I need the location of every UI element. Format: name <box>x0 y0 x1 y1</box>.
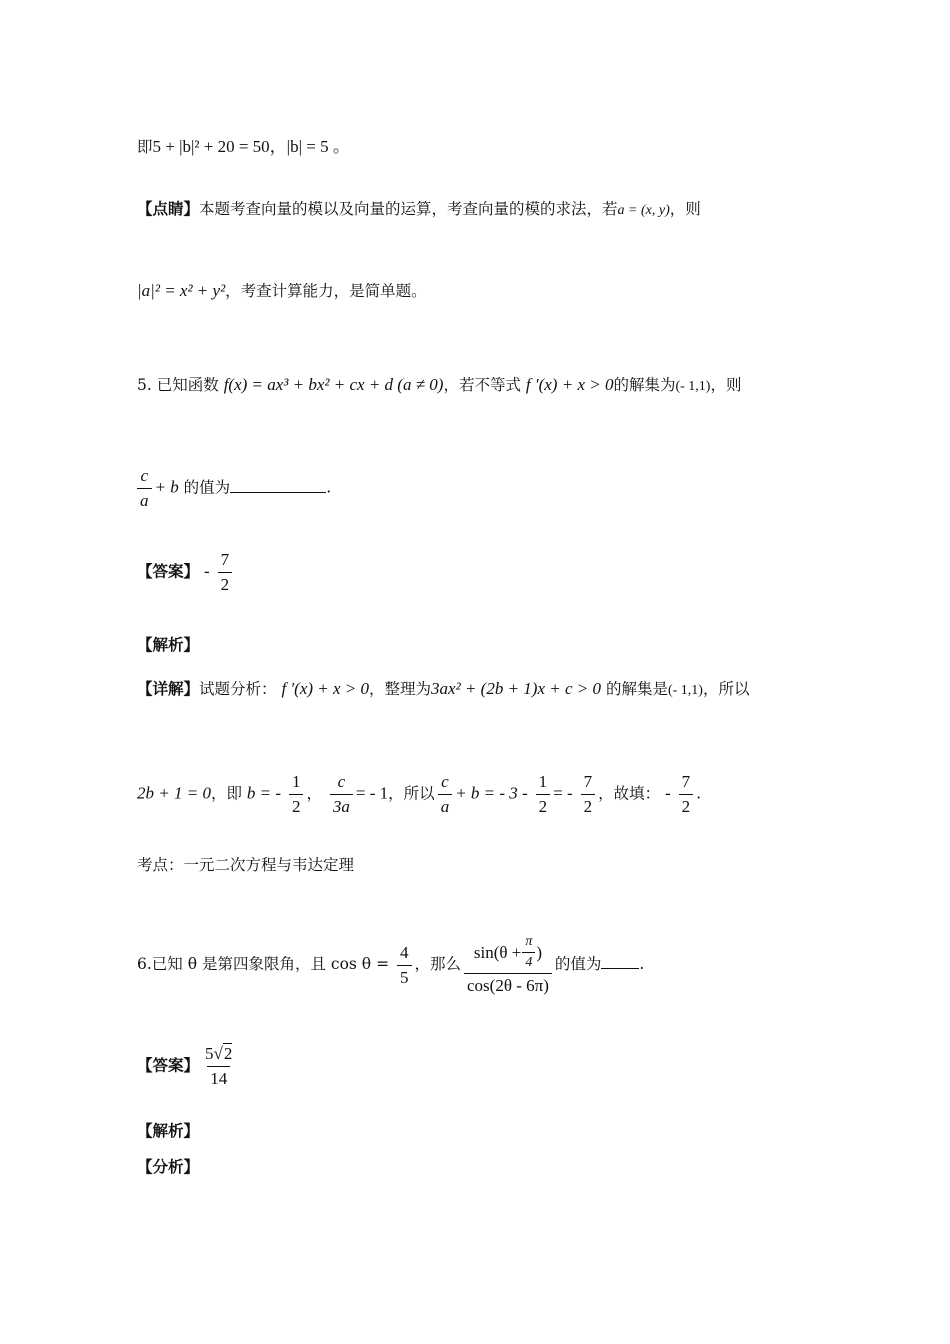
kaodian-5: 考点：一元二次方程与韦达定理 <box>137 856 355 874</box>
l2-text3: ，故填： <box>598 784 661 803</box>
q6-den-cos: cos(2θ - 6π) <box>464 973 552 996</box>
fraction-c-over-3a: $\frac{c}{3a}$ <box>330 772 353 817</box>
xiangjie-5-text1: 试题分析： <box>199 680 277 698</box>
xiangjie-5-quadratic: 3ax² + (2b + 1)x + c > 0 <box>431 679 601 698</box>
xiangjie-5-interval: (- 1,1) <box>667 683 703 698</box>
q5-text5: 的值为 <box>183 478 231 497</box>
line1-prefix: 即 <box>137 138 153 156</box>
q5-text1: 已知函数 <box>156 376 219 394</box>
dianjing-text: 本题考查向量的模以及向量的运算，考查向量的模的求法，若 <box>199 200 618 218</box>
fraction-one-half-2: $\frac{1}{2}$ <box>536 772 551 817</box>
dianjing-modulus-formula: |a|² = x² + y² <box>137 281 226 300</box>
xiangjie-5-line-1 <box>137 678 749 702</box>
q6-num-sin: sin(θ + <box>473 942 522 962</box>
q6-cos-fraction: $\frac{4}{5}$ <box>397 943 412 988</box>
dianjing-label: 【点睛】 <box>137 199 200 218</box>
fraction-seven-halves-final: $\frac{7}{2}$ <box>679 772 694 817</box>
q5-fraction-c-over-a: $\frac{c}{a}$ <box>137 466 152 511</box>
q5-end: . <box>326 478 332 497</box>
q6-big-fraction: sin(θ + $\frac{\pi}{4}$ ) cos(2θ - 6π) <box>464 934 552 996</box>
sqrt-radicand: 2 <box>223 1044 233 1063</box>
answer-6-fraction: $\frac{5√2}{14}$ <box>205 1044 233 1088</box>
line1-math: 5 + |b|² + 20 = 50，|b| = 5 。 <box>152 137 350 156</box>
eq-sum: + b = - 3 - <box>455 783 528 803</box>
question-5-line-1 <box>137 374 742 398</box>
answer-5-label: 【答案】 <box>137 561 200 581</box>
q5-interval: (- 1,1) <box>675 379 711 394</box>
dianjing-line2-text: ，考查计算能力，是简单题。 <box>225 282 427 300</box>
jiexi-5-label: 【解析】 <box>137 635 200 654</box>
xiangjie-5-text3: 的解集是 <box>605 680 668 698</box>
question-6-line <box>137 934 644 996</box>
eq-equals-minus: = - <box>553 783 573 803</box>
answer-6-line <box>137 1044 238 1089</box>
answer-5-fraction: $\frac{7}{2}$ <box>218 550 233 595</box>
q5-expr-tail: + b <box>154 477 179 497</box>
q5-number: 5. <box>137 376 152 394</box>
fenxi-6-label: 【分析】 <box>137 1157 200 1176</box>
xiangjie-5-text4: ，所以 <box>702 680 750 698</box>
equation-line-1 <box>137 136 350 158</box>
q6-text1: 已知 θ 是第四象限角，且 cos θ = <box>151 955 390 973</box>
q6-text2: ，那么 <box>414 955 462 973</box>
q5-text4: ，则 <box>710 376 742 394</box>
dianjing-line-1 <box>137 198 701 222</box>
fraction-c-over-a: $\frac{c}{a}$ <box>438 772 453 817</box>
q5-answer-blank <box>230 478 326 493</box>
eq-2b-plus-1: 2b + 1 = 0 <box>137 783 211 803</box>
question-5-line-2 <box>137 466 331 511</box>
q6-number: 6. <box>137 955 152 973</box>
q5-inequality: f ′(x) + x > 0 <box>525 375 614 394</box>
fraction-one-half: $\frac{1}{2}$ <box>289 772 304 817</box>
q6-end: . <box>639 955 645 973</box>
eq-minus-1: = - 1 <box>355 783 389 803</box>
q5-text3: 的解集为 <box>613 376 676 394</box>
fraction-seven-halves: $\frac{7}{2}$ <box>581 772 596 817</box>
q5-function: f(x) = ax³ + bx² + cx + d (a ≠ 0) <box>223 375 444 394</box>
jiexi-6-label: 【解析】 <box>137 1121 200 1140</box>
xiangjie-5-label: 【详解】 <box>137 679 200 698</box>
xiangjie-5-line-2: 2b + 1 = 0，即 b = - $\frac{1}{2}$ ， $\frac{c}{3a}$ = - 1，所以 $\frac{c}{a}$ + b = - 3 - $\frac{1}{2}$ = - $\frac{7}{2}$ ，故填： - $\frac{7}{2}$ . <box>137 772 702 816</box>
q6-answer-blank <box>601 954 639 969</box>
dianjing-vector: a = (x, y) <box>617 203 670 218</box>
dianjing-suffix: ，则 <box>669 200 701 218</box>
eq-b: b = - <box>246 783 282 803</box>
dianjing-line-2 <box>137 280 427 302</box>
q6-text3: 的值为 <box>554 955 602 973</box>
l2-text1: ，即 <box>210 784 242 803</box>
answer-5-line <box>137 550 235 595</box>
answer-5-sign: - <box>203 561 210 581</box>
q5-text2: ，若不等式 <box>443 376 521 394</box>
xiangjie-5-inequality: f ′(x) + x > 0 <box>281 679 370 698</box>
final-sign: - <box>665 783 671 803</box>
xiangjie-5-text2: ，整理为 <box>369 680 432 698</box>
answer-6-label: 【答案】 <box>137 1055 200 1075</box>
l2-text2: ，所以 <box>388 784 435 803</box>
q6-pi-over-4: $\frac{\pi}{4}$ <box>522 934 535 971</box>
